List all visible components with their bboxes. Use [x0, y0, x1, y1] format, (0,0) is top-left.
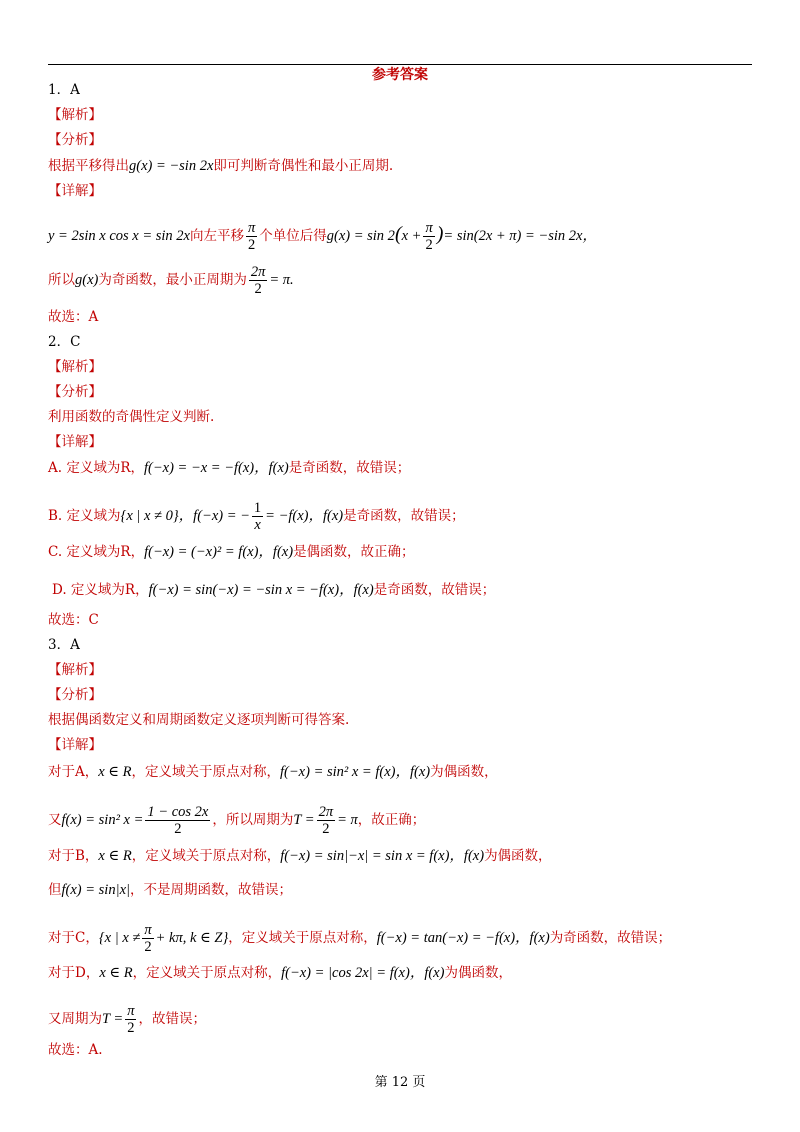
q3-fenxi: 【分析】 [48, 687, 102, 703]
q2-fenxi: 【分析】 [48, 384, 102, 400]
q2-jiexi: 【解析】 [48, 359, 102, 375]
q3-jiexi: 【解析】 [48, 662, 102, 678]
q1-detail-2: 所以g(x)为奇函数，最小正周期为 $\frac{2\pi}{2}$ = π. [48, 264, 294, 297]
q2-number: 2．C [48, 334, 81, 350]
q3-number: 3．A [48, 637, 80, 653]
q2-option-c: C. 定义域为R，f(−x) = (−x)² = f(x)，f(x)是偶函数，故正确； [48, 544, 415, 560]
q1-fenxi: 【分析】 [48, 132, 102, 148]
q2-analysis: 利用函数的奇偶性定义判断. [48, 409, 215, 425]
q3-answer: 故选：A. [48, 1042, 103, 1058]
q3-a-line1: 对于A，x ∈ R，定义域关于原点对称，f(−x) = sin² x = f(x)，f(x)为偶函数， [48, 764, 498, 780]
q1-answer: 故选：A [48, 309, 99, 325]
q2-xiangjie: 【详解】 [48, 434, 102, 450]
q1-analysis: 根据平移得出g(x) = −sin 2x即可判断奇偶性和最小正周期. [48, 158, 394, 174]
q3-c-line1: 对于C，{x | x ≠ $\frac{\pi}{2}$ + kπ, k ∈ Z}，定义域关于原点对称，f(−x) = tan(−x) = −f(x)，f(x)为奇函数，故错误； [48, 922, 672, 955]
q3-d-line1: 对于D，x ∈ R，定义域关于原点对称，f(−x) = |cos 2x| = f(x)，f(x)为偶函数， [48, 965, 512, 981]
q2-option-b: B. 定义域为{x | x ≠ 0}，f(−x) = − $\frac{1}{x}$ = −f(x)，f(x)是奇函数，故错误； [48, 500, 465, 533]
q2-option-a: A. 定义域为R，f(−x) = −x = −f(x)，f(x)是奇函数，故错误； [48, 460, 411, 476]
q3-b-line2: 但f(x) = sin|x|，不是周期函数，故错误； [48, 882, 292, 898]
q3-xiangjie: 【详解】 [48, 737, 102, 753]
page-title: 参考答案 [372, 67, 428, 83]
q1-xiangjie: 【详解】 [48, 183, 102, 199]
page-number: 第 12 页 [374, 1075, 426, 1090]
q3-a-line2: 又f(x) = sin² x = $\frac{1 - \cos 2x}{2}$ ，所以周期为T = $\frac{2\pi}{2}$ = π，故正确； [48, 804, 426, 837]
q2-answer: 故选：C [48, 612, 99, 628]
q2-option-d: D. 定义域为R，f(−x) = sin(−x) = −sin x = −f(x)，f(x)是奇函数，故错误； [52, 582, 496, 598]
q3-b-line1: 对于B，x ∈ R，定义域关于原点对称，f(−x) = sin|−x| = sin x = f(x)，f(x)为偶函数， [48, 848, 552, 864]
q3-analysis: 根据偶函数定义和周期函数定义逐项判断可得答案. [48, 712, 350, 728]
q1-jiexi: 【解析】 [48, 107, 102, 123]
q3-d-line2: 又周期为T = $\frac{\pi}{2}$ ，故错误； [48, 1003, 206, 1036]
q1-detail-1: y = 2sin x cos x = sin 2x向左平移 $\frac{\pi}{2}$ 个单位后得g(x) = sin 2(x + $\frac{\pi}{2}$ )= sin(2x + π) = −sin 2x， [48, 220, 597, 253]
q1-number: 1．A [48, 82, 80, 98]
